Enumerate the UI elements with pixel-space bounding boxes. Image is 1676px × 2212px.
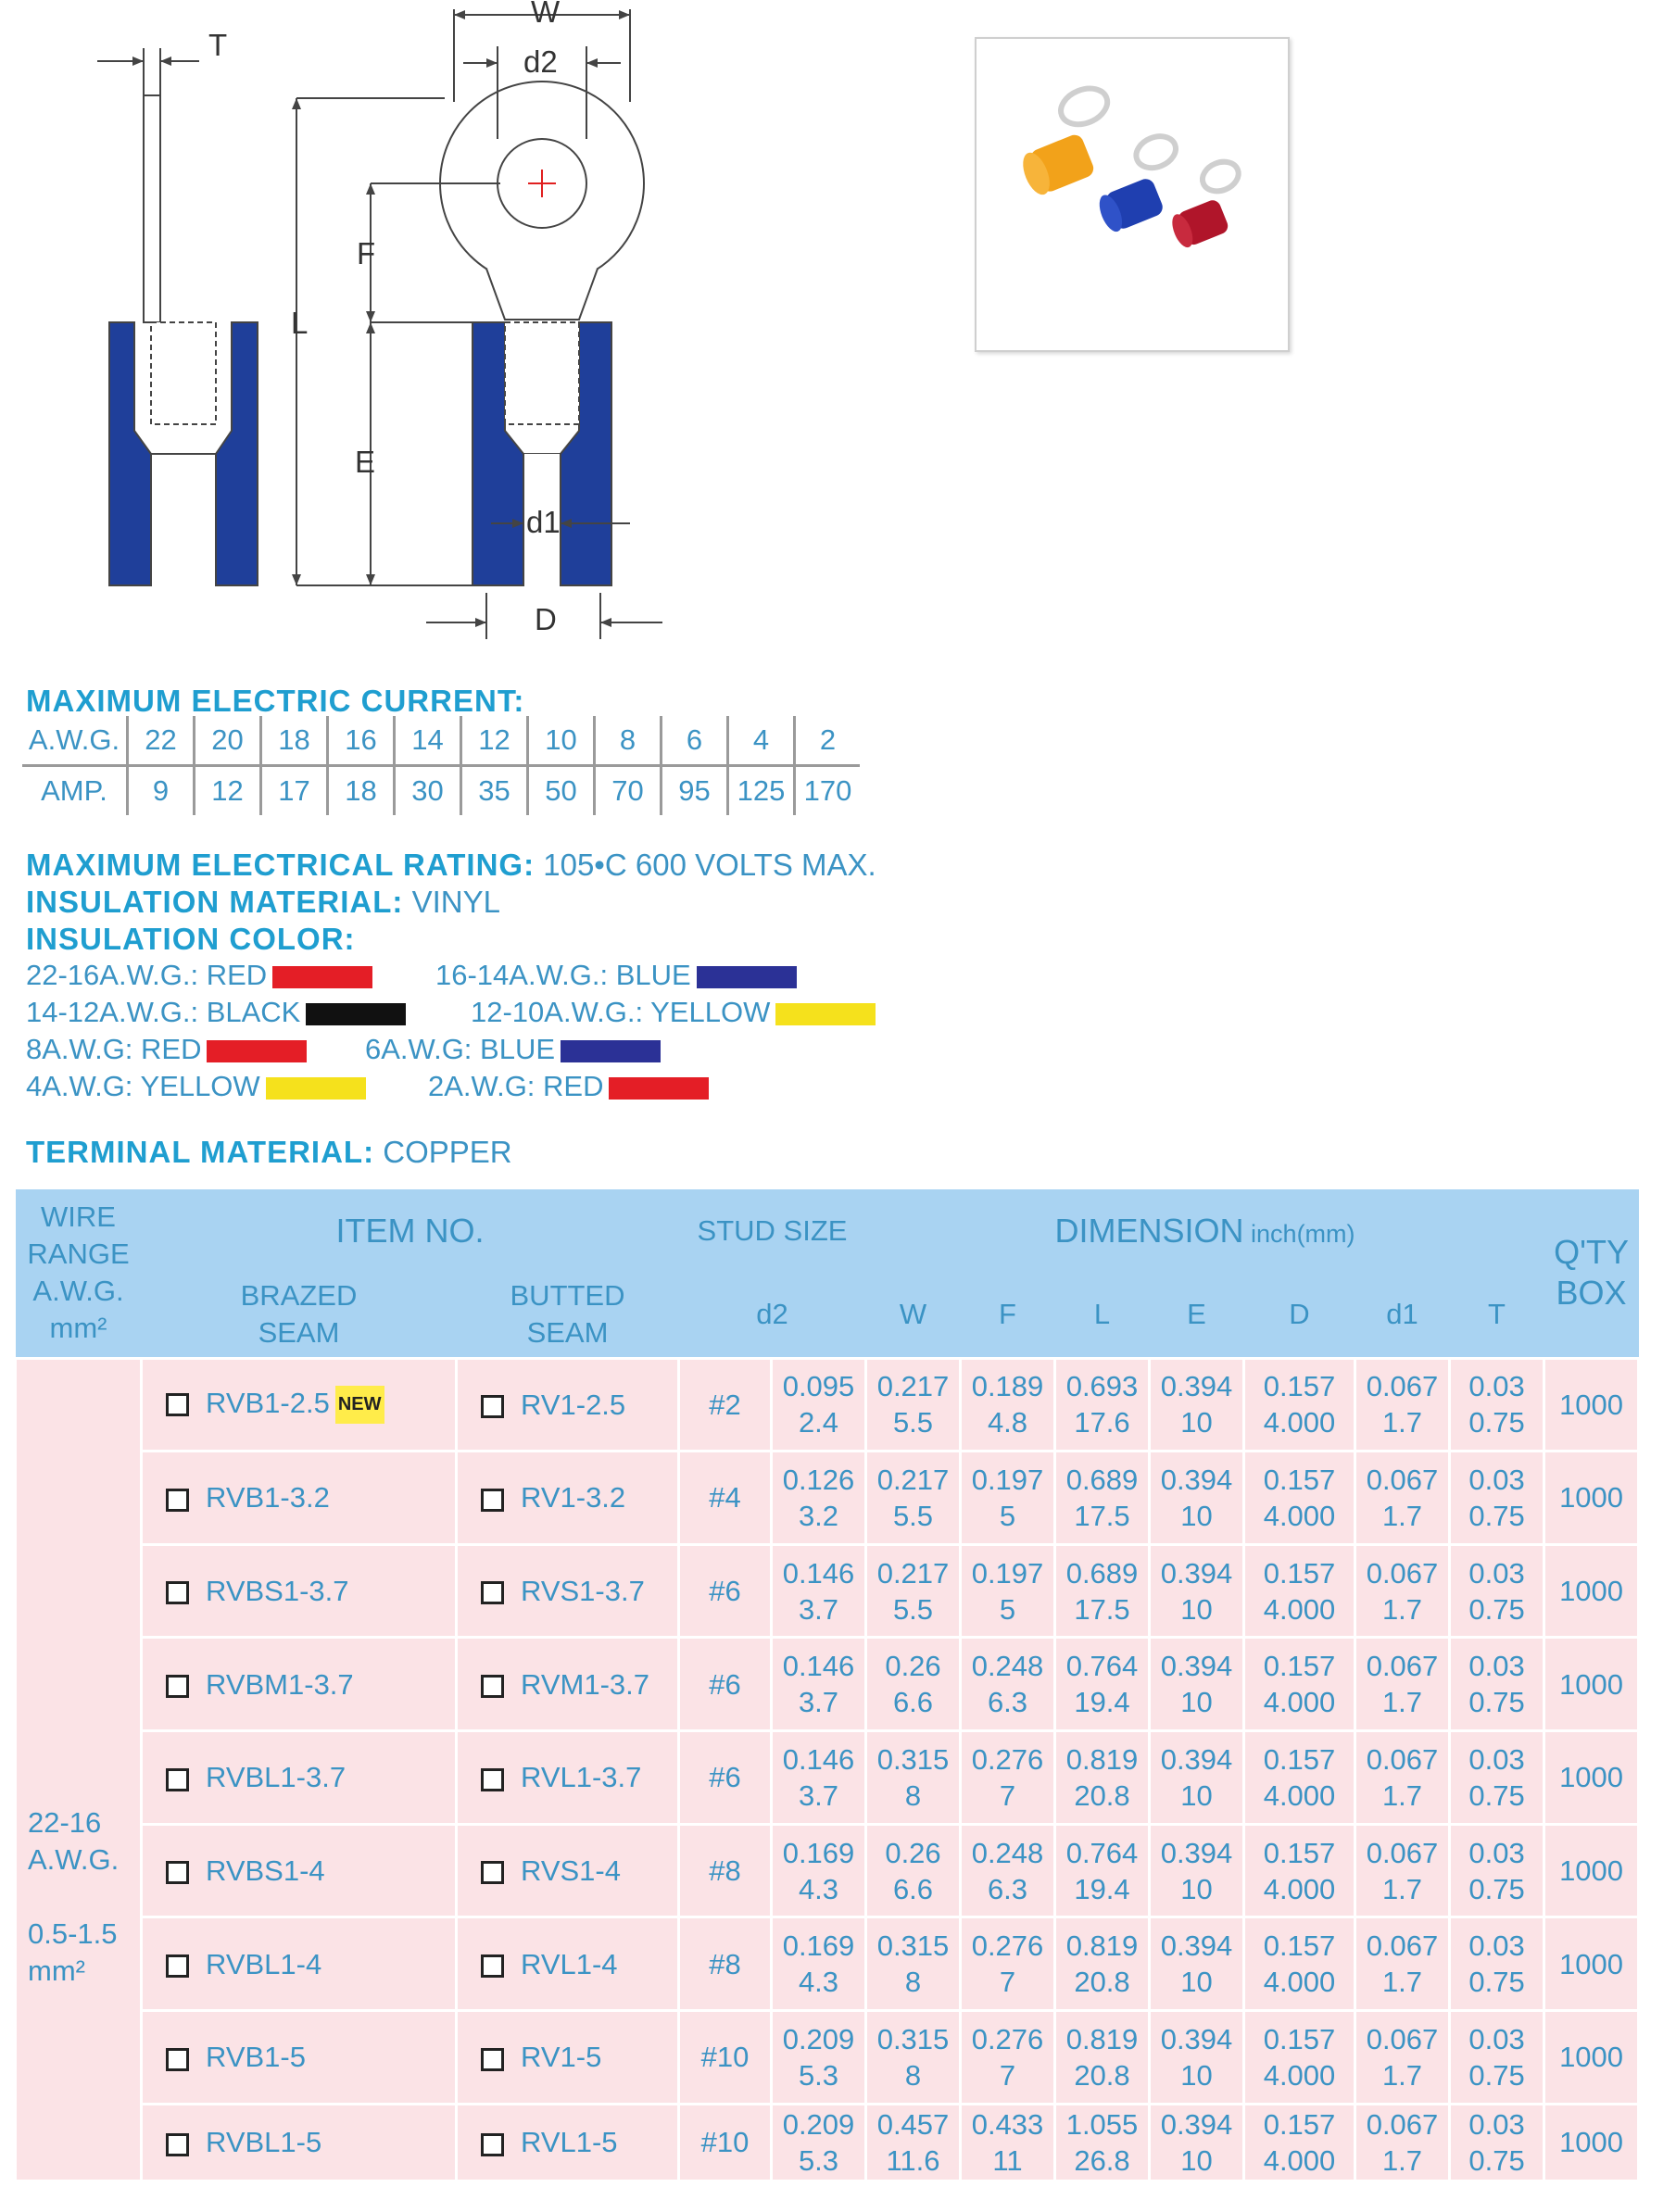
label-W: W [531, 0, 561, 29]
E-cell: 0.394 10 [1150, 1824, 1244, 1917]
L-cell: 0.819 20.8 [1055, 1917, 1150, 2011]
qty-cell: 1000 [1544, 1358, 1639, 1452]
d2-cell: 0.146 3.7 [772, 1731, 866, 1825]
table-row [16, 1452, 1639, 1545]
color-item: 16-14A.W.G.: BLUE [435, 959, 797, 992]
T-cell: 0.03 0.75 [1450, 1731, 1544, 1825]
qty-header: Q'TY BOX [1544, 1189, 1639, 1358]
L-cell: 0.819 20.8 [1055, 1731, 1150, 1825]
D-cell: 0.157 4.000 [1244, 1824, 1355, 1917]
brazed-item-cell [142, 2104, 457, 2181]
terminal-material-label: TERMINAL MATERIAL: [26, 1135, 375, 1169]
side-blade [144, 95, 160, 322]
table-row [16, 1731, 1639, 1825]
brazed-checkbox[interactable] [166, 1861, 189, 1884]
brazed-item-label: RVBL1-3.7 [206, 1761, 347, 1794]
butted-item-label: RVM1-3.7 [521, 1667, 649, 1701]
butted-checkbox[interactable] [481, 2048, 504, 2071]
stud-size-cell: #8 [679, 1824, 772, 1917]
color-item: 12-10A.W.G.: YELLOW [471, 996, 876, 1029]
F-cell: 0.276 7 [961, 2011, 1055, 2105]
T-cell: 0.03 0.75 [1450, 2011, 1544, 2105]
col-W: W [866, 1273, 961, 1358]
rating-line [26, 848, 876, 883]
side-insulation-right [216, 322, 258, 585]
d2-cell: 0.126 3.2 [772, 1452, 866, 1545]
insulation-color-title: INSULATION COLOR: [26, 922, 356, 956]
butted-checkbox[interactable] [481, 1489, 504, 1512]
d1-cell: 0.067 1.7 [1355, 1731, 1450, 1825]
amp-row: AMP. 9 12 17 18 30 35 50 70 95 125 170 [22, 766, 860, 816]
insulation-material-line [26, 885, 500, 920]
T-cell: 0.03 0.75 [1450, 1452, 1544, 1545]
d1-cell: 0.067 1.7 [1355, 1638, 1450, 1731]
table-row [16, 2011, 1639, 2105]
butted-item-label: RVL1-5 [521, 2126, 618, 2159]
stud-size-cell: #6 [679, 1638, 772, 1731]
D-cell: 0.157 4.000 [1244, 1638, 1355, 1731]
awg-label: A.W.G. [22, 716, 128, 766]
insulation-material-value: VINYL [403, 885, 500, 919]
red-swatch [609, 1077, 709, 1100]
col-d1: d1 [1355, 1273, 1450, 1358]
butted-checkbox[interactable] [481, 2133, 504, 2156]
black-swatch [306, 1003, 406, 1025]
F-cell: 0.197 5 [961, 1452, 1055, 1545]
butted-item-cell [457, 1544, 679, 1638]
qty-cell: 1000 [1544, 2104, 1639, 2181]
F-cell: 0.197 5 [961, 1544, 1055, 1638]
brazed-item-cell [142, 1544, 457, 1638]
color-item: 2A.W.G: RED [428, 1070, 709, 1103]
butted-item-label: RVL1-3.7 [521, 1761, 642, 1794]
W-cell: 0.315 8 [866, 2011, 961, 2105]
max-current-table [22, 716, 860, 815]
d2-cell: 0.209 5.3 [772, 2104, 866, 2181]
max-current-title: MAXIMUM ELECTRIC CURRENT: [26, 684, 525, 718]
L-cell: 0.819 20.8 [1055, 2011, 1150, 2105]
brazed-item-label: RVB1-3.2 [206, 1481, 330, 1514]
T-cell: 0.03 0.75 [1450, 1917, 1544, 2011]
d2-cell: 0.169 4.3 [772, 1824, 866, 1917]
col-T: T [1450, 1273, 1544, 1358]
stud-size-cell: #10 [679, 2104, 772, 2181]
qty-cell: 1000 [1544, 1638, 1639, 1731]
butted-item-label: RVL1-4 [521, 1947, 618, 1980]
D-cell: 0.157 4.000 [1244, 2104, 1355, 2181]
butted-checkbox[interactable] [481, 1954, 504, 1978]
T-cell: 0.03 0.75 [1450, 1638, 1544, 1731]
L-cell: 0.689 17.5 [1055, 1544, 1150, 1638]
E-cell: 0.394 10 [1150, 1452, 1244, 1545]
F-cell: 0.276 7 [961, 1731, 1055, 1825]
D-cell: 0.157 4.000 [1244, 1917, 1355, 2011]
E-cell: 0.394 10 [1150, 1638, 1244, 1731]
brazed-item-cell [142, 1917, 457, 2011]
brazed-item-cell [142, 1731, 457, 1825]
F-cell: 0.276 7 [961, 1917, 1055, 2011]
d1-cell: 0.067 1.7 [1355, 1824, 1450, 1917]
L-cell: 0.764 19.4 [1055, 1638, 1150, 1731]
d2-cell: 0.209 5.3 [772, 2011, 866, 2105]
brazed-item-cell [142, 1358, 457, 1452]
table-row [16, 2104, 1639, 2181]
qty-cell: 1000 [1544, 1824, 1639, 1917]
yellow-swatch [775, 1003, 876, 1025]
T-cell: 0.03 0.75 [1450, 2104, 1544, 2181]
stud-size-cell: #6 [679, 1544, 772, 1638]
brazed-header: BRAZED SEAM [142, 1273, 457, 1358]
E-cell: 0.394 10 [1150, 1731, 1244, 1825]
E-cell: 0.394 10 [1150, 1358, 1244, 1452]
butted-item-label: RVS1-3.7 [521, 1575, 645, 1608]
D-cell: 0.157 4.000 [1244, 2011, 1355, 2105]
T-cell: 0.03 0.75 [1450, 1824, 1544, 1917]
red-swatch [207, 1040, 307, 1062]
d2-cell: 0.095 2.4 [772, 1358, 866, 1452]
product-photo-frame [975, 37, 1290, 352]
color-item: 8A.W.G: RED [26, 1033, 307, 1066]
butted-item-cell [457, 2011, 679, 2105]
terminal-material-line [26, 1135, 512, 1170]
W-cell: 0.26 6.6 [866, 1824, 961, 1917]
col-F: F [961, 1273, 1055, 1358]
terminal-material-value: COPPER [374, 1135, 512, 1169]
brazed-item-label: RVBM1-3.7 [206, 1667, 354, 1701]
butted-checkbox[interactable] [481, 1675, 504, 1698]
F-cell: 0.433 11 [961, 2104, 1055, 2181]
label-F: F [357, 236, 376, 270]
T-cell: 0.03 0.75 [1450, 1358, 1544, 1452]
L-cell: 1.055 26.8 [1055, 2104, 1150, 2181]
brazed-checkbox[interactable] [166, 2133, 189, 2156]
d1-cell: 0.067 1.7 [1355, 2104, 1450, 2181]
yellow-swatch [266, 1077, 366, 1100]
F-cell: 0.248 6.3 [961, 1638, 1055, 1731]
F-cell: 0.248 6.3 [961, 1824, 1055, 1917]
brazed-checkbox[interactable] [166, 2048, 189, 2071]
label-d2: d2 [523, 44, 558, 79]
color-item: 6A.W.G: BLUE [365, 1033, 661, 1066]
butted-item-label: RV1-5 [521, 2041, 602, 2074]
stud-size-cell: #6 [679, 1731, 772, 1825]
D-cell: 0.157 4.000 [1244, 1731, 1355, 1825]
L-cell: 0.693 17.6 [1055, 1358, 1150, 1452]
table-row [16, 1544, 1639, 1638]
stud-size-cell: #10 [679, 2011, 772, 2105]
color-item: 22-16A.W.G.: RED [26, 959, 372, 992]
table-row [16, 1917, 1639, 2011]
label-E: E [355, 445, 376, 479]
brazed-item-cell [142, 1824, 457, 1917]
brazed-item-cell [142, 2011, 457, 2105]
D-cell: 0.157 4.000 [1244, 1358, 1355, 1452]
qty-cell: 1000 [1544, 1731, 1639, 1825]
blue-swatch [697, 966, 797, 988]
E-cell: 0.394 10 [1150, 1544, 1244, 1638]
butted-item-cell [457, 1731, 679, 1825]
brazed-item-label: RVBL1-4 [206, 1947, 322, 1980]
brazed-item-label: RVBS1-3.7 [206, 1575, 349, 1608]
brazed-checkbox[interactable] [166, 1581, 189, 1604]
color-item: 14-12A.W.G.: BLACK [26, 996, 406, 1029]
stud-size-cell: #4 [679, 1452, 772, 1545]
butted-item-label: RV1-2.5 [521, 1388, 626, 1421]
label-T: T [208, 28, 228, 62]
qty-cell: 1000 [1544, 2011, 1639, 2105]
E-cell: 0.394 10 [1150, 2011, 1244, 2105]
butted-item-cell [457, 1824, 679, 1917]
col-d2: d2 [679, 1273, 866, 1358]
T-cell: 0.03 0.75 [1450, 1544, 1544, 1638]
W-cell: 0.315 8 [866, 1731, 961, 1825]
d1-cell: 0.067 1.7 [1355, 1917, 1450, 2011]
label-D: D [535, 602, 557, 636]
col-E: E [1150, 1273, 1244, 1358]
W-cell: 0.315 8 [866, 1917, 961, 2011]
butted-header: BUTTED SEAM [457, 1273, 679, 1358]
brazed-item-label: RVB1-2.5 [206, 1387, 330, 1420]
W-cell: 0.26 6.6 [866, 1638, 961, 1731]
dimension-header: DIMENSION inch(mm) [866, 1189, 1544, 1273]
butted-checkbox[interactable] [481, 1768, 504, 1791]
brazed-item-cell [142, 1452, 457, 1545]
d1-cell: 0.067 1.7 [1355, 1358, 1450, 1452]
W-cell: 0.217 5.5 [866, 1452, 961, 1545]
butted-checkbox[interactable] [481, 1395, 504, 1418]
butted-checkbox[interactable] [481, 1581, 504, 1604]
d1-cell: 0.067 1.7 [1355, 1452, 1450, 1545]
qty-cell: 1000 [1544, 1917, 1639, 2011]
E-cell: 0.394 10 [1150, 1917, 1244, 2011]
stud-size-cell: #2 [679, 1358, 772, 1452]
col-L: L [1055, 1273, 1150, 1358]
wire-range-cell: 22-16 A.W.G. 0.5-1.5 mm² [16, 1358, 142, 2181]
amp-label: AMP. [41, 774, 107, 807]
new-badge: NEW [335, 1386, 384, 1424]
D-cell: 0.157 4.000 [1244, 1544, 1355, 1638]
rating-value: 105•C 600 VOLTS MAX. [535, 848, 876, 882]
col-D: D [1244, 1273, 1355, 1358]
awg-row: A.W.G. 22 20 18 16 14 12 10 8 6 4 2 [22, 716, 860, 766]
brazed-checkbox[interactable] [166, 1954, 189, 1978]
color-item: 4A.W.G: YELLOW [26, 1070, 366, 1103]
d2-cell: 0.169 4.3 [772, 1917, 866, 2011]
stud-size-cell: #8 [679, 1917, 772, 2011]
butted-item-cell [457, 2104, 679, 2181]
red-swatch [272, 966, 372, 988]
item-no-header: ITEM NO. [142, 1189, 679, 1273]
table-row [16, 1358, 1639, 1452]
brazed-item-label: RVBL1-5 [206, 2126, 322, 2159]
brazed-item-cell [142, 1638, 457, 1731]
ring-terminal-photo [977, 39, 1288, 350]
butted-item-cell [457, 1917, 679, 2011]
brazed-item-label: RVB1-5 [206, 2041, 306, 2074]
table-row [16, 1824, 1639, 1917]
rating-label: MAXIMUM ELECTRICAL RATING: [26, 848, 536, 882]
brazed-checkbox[interactable] [166, 1675, 189, 1698]
butted-item-cell [457, 1358, 679, 1452]
butted-item-label: RV1-3.2 [521, 1481, 626, 1514]
d1-cell: 0.067 1.7 [1355, 1544, 1450, 1638]
butted-item-cell [457, 1638, 679, 1731]
qty-cell: 1000 [1544, 1452, 1639, 1545]
W-cell: 0.217 5.5 [866, 1544, 961, 1638]
d2-cell: 0.146 3.7 [772, 1638, 866, 1731]
label-L: L [291, 306, 309, 340]
butted-checkbox[interactable] [481, 1861, 504, 1884]
F-cell: 0.189 4.8 [961, 1358, 1055, 1452]
butted-item-cell [457, 1452, 679, 1545]
brazed-checkbox[interactable] [166, 1489, 189, 1512]
brazed-checkbox[interactable] [166, 1768, 189, 1791]
insulation-material-label: INSULATION MATERIAL: [26, 885, 404, 919]
table-row [16, 1638, 1639, 1731]
terminal-dimension-diagram [0, 0, 926, 648]
label-d1: d1 [526, 505, 561, 539]
brazed-checkbox[interactable] [166, 1393, 189, 1416]
W-cell: 0.217 5.5 [866, 1358, 961, 1452]
d1-cell: 0.067 1.7 [1355, 2011, 1450, 2105]
butted-item-label: RVS1-4 [521, 1854, 621, 1888]
L-cell: 0.764 19.4 [1055, 1824, 1150, 1917]
W-cell: 0.457 11.6 [866, 2104, 961, 2181]
product-table [14, 1189, 1640, 2182]
blue-swatch [561, 1040, 661, 1062]
E-cell: 0.394 10 [1150, 2104, 1244, 2181]
brazed-item-label: RVBS1-4 [206, 1854, 325, 1888]
wire-range-header: WIRE RANGE A.W.G. mm² [16, 1189, 142, 1358]
L-cell: 0.689 17.5 [1055, 1452, 1150, 1545]
D-cell: 0.157 4.000 [1244, 1452, 1355, 1545]
stud-size-header: STUD SIZE [679, 1189, 866, 1273]
qty-cell: 1000 [1544, 1544, 1639, 1638]
d2-cell: 0.146 3.7 [772, 1544, 866, 1638]
